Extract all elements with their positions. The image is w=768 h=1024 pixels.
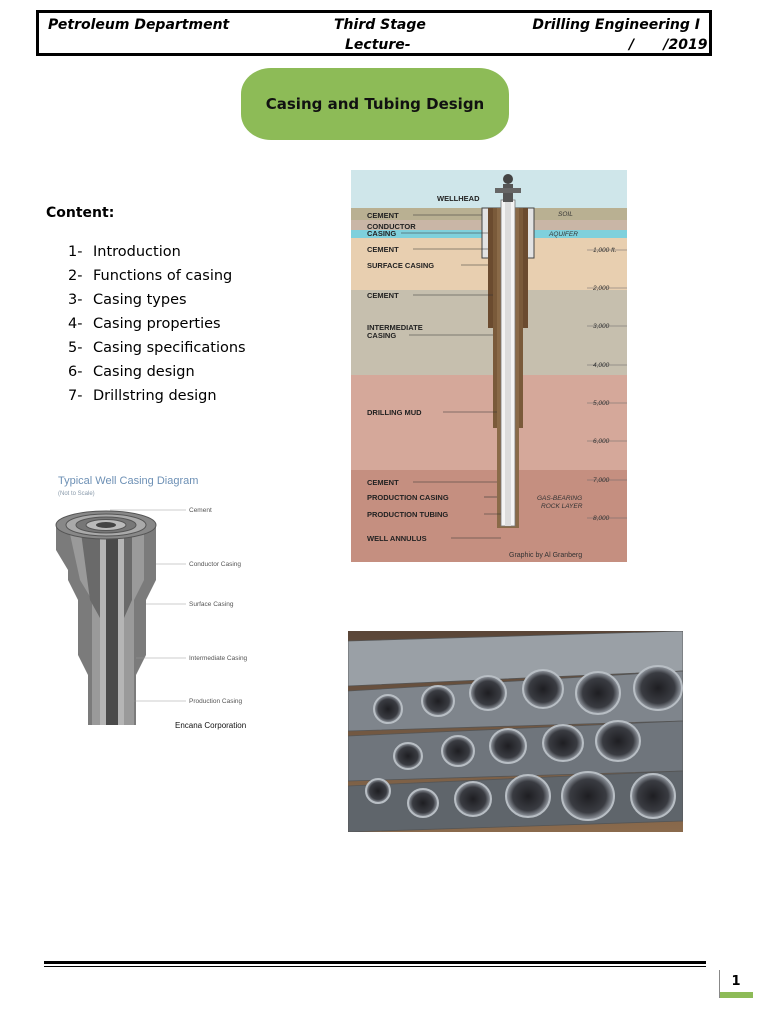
casing-diagram-title: Typical Well Casing Diagram (58, 475, 199, 487)
header-department: Petroleum Department (48, 17, 230, 33)
page-number-box (719, 970, 752, 998)
cement-label-3: CEMENT (367, 291, 399, 300)
cement-label-2: CEMENT (367, 245, 399, 254)
toc-item: 6- Casing design (68, 364, 195, 380)
header-stage: Third Stage (334, 17, 426, 33)
conductor-casing-label: Conductor Casing (189, 561, 242, 568)
conductor-label-2: CASING (367, 229, 397, 238)
toc-item: 1- Introduction (68, 244, 181, 260)
depth-label: 4,000 (593, 362, 610, 369)
toc-item: 4- Casing properties (68, 316, 221, 332)
toc-item: 2- Functions of casing (68, 268, 233, 284)
wellhead-label: WELLHEAD (437, 194, 480, 203)
production-casing-label: Production Casing (189, 698, 243, 705)
casing-diagram-subtitle: (Not to Scale) (58, 491, 95, 497)
production-tubing-label: PRODUCTION TUBING (367, 510, 449, 519)
intermediate-label-1: INTERMEDIATE (367, 323, 423, 332)
footer-divider (44, 966, 706, 967)
depth-label: 8,000 (593, 515, 610, 522)
soil-layer-label: SOIL (558, 211, 573, 218)
production-casing-label: PRODUCTION CASING (367, 493, 449, 502)
header-box (36, 10, 712, 56)
surface-casing-label: Surface Casing (189, 601, 234, 608)
toc-item: 7- Drillstring design (68, 388, 217, 404)
aquifer-layer-label: AQUIFER (549, 231, 578, 238)
header-lecture: Lecture- (345, 37, 411, 53)
casing-pipes-photo (348, 631, 683, 832)
intermediate-label-2: CASING (367, 331, 397, 340)
depth-label: 1,000 ft. (593, 247, 617, 254)
depth-label: 3,000 (593, 323, 610, 330)
depth-label: 6,000 (593, 438, 610, 445)
well-diagram-credit: Graphic by Al Granberg (509, 552, 583, 559)
intermediate-casing-label: Intermediate Casing (189, 655, 248, 662)
cement-label: Cement (189, 507, 212, 514)
well-cross-section-diagram (351, 170, 627, 562)
gas-layer-label-1: GAS-BEARING (537, 495, 583, 502)
toc-item: 3- Casing types (68, 292, 187, 308)
cement-label-1: CEMENT (367, 211, 399, 220)
page-number-accent (720, 992, 753, 998)
table-of-contents (68, 240, 246, 408)
typical-casing-diagram (50, 470, 290, 732)
conductor-label-1: CONDUCTOR (367, 222, 416, 231)
drilling-mud-label: DRILLING MUD (367, 408, 422, 417)
content-label: Content: (46, 205, 115, 221)
cement-label-4: CEMENT (367, 478, 399, 487)
page-number: 1 (731, 974, 741, 989)
depth-label: 7,000 (593, 477, 610, 484)
well-annulus-label: WELL ANNULUS (367, 534, 427, 543)
page-title: Casing and Tubing Design (241, 68, 509, 140)
depth-label: 2,000 (593, 285, 610, 292)
header-course: Drilling Engineering I (532, 17, 700, 33)
toc-item: 5- Casing specifications (68, 340, 246, 356)
depth-label: 5,000 (593, 400, 610, 407)
gas-layer-label-2: ROCK LAYER (541, 503, 583, 510)
footer-divider (44, 961, 706, 964)
header-date: / /2019 (629, 37, 708, 53)
casing-diagram-credit: Encana Corporation (175, 721, 247, 730)
surface-casing-label: SURFACE CASING (367, 261, 435, 270)
